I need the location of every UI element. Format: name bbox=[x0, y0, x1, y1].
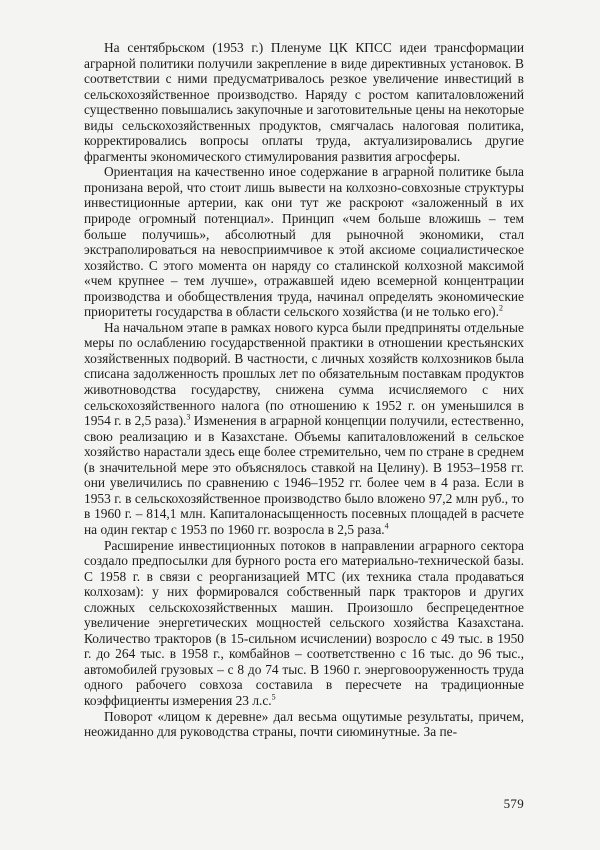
paragraph-text: Ориентация на качественно иное содержание в аграрной политике была пронизана верой, что стоит лишь вывести на колхозно-совхозные структуры инвестиционные артерии, как они тут же раскроют «заложенный в их природе огромный потенциал». Принцип «чем больше вложишь – тем больше получишь», абсолютный для рыночной экономики, стал экстраполироваться на невосприимчивое к этой аксиоме социалистическое хозяйство. С этого момента он наряду со сталинской колхозной максимой «чем крупнее – тем лучше», отражавшей идею всемерной концентрации производства и обобществления труда, начинал определять экономические приоритеты государства в области сельского хозяйства (и не только его). bbox=[84, 164, 524, 320]
page-number: 579 bbox=[503, 796, 524, 811]
paragraph-text: Расширение инвестиционных потоков в направлении аграрного сектора создало предпосылки для бурного роста его материально-технической базы. С 1958 г. в связи с реорганизацией МТС (их техника стала продаваться колхозам): у них формировался собственный парк тракторов и других сложных сельскохозяйственных машин. Произошло беспрецедентное увеличение энергетических мощностей сельского хозяйства Казахстана. Количество тракторов (в 15-сильном исчислении) возросло с 49 тыс. в 1950 г. до 264 тыс. в 1958 г., комбайнов – соответственно с 16 тыс. до 96 тыс., автомобилей грузовых – с 8 до 74 тыс. В 1960 г. энерговооруженность труда одного рабочего совхоза составила в пересчете на традиционные коэффициенты измерения 23 л.с. bbox=[84, 537, 524, 708]
paragraph bbox=[84, 538, 524, 709]
footnote-marker: 5 bbox=[271, 692, 276, 702]
paragraph bbox=[84, 709, 524, 740]
footnote-marker: 2 bbox=[498, 303, 503, 313]
paragraph-text-continued: Изменения в аграрной концепции получили, естественно, свою реализацию и в Казахстане. Объемы капиталовложений в сельское хозяйство нарастали здесь еще более стремительно, чем по стране в среднем (в значительной мере это объяснялось ставкой на Целину). В 1953–1958 гг. они увеличились по сравнению с 1946–1952 гг. более чем в 4 раза. Если в 1953 г. в сельскохозяйственное производство было вложено 97,2 млн руб., то в 1960 г. – 814,1 млн. Капиталонасыщенность посевных площадей в расчете на один гектар с 1953 по 1960 гг. возросла в 2,5 раза. bbox=[84, 413, 524, 537]
paragraph-text: На сентябрьском (1953 г.) Пленуме ЦК КПСС идеи трансформации аграрной политики получили закрепление в виде директивных установок. В соответствии с ними предусматривалось резкое увеличение инвестиций в сельскохозяйственное производство. Наряду с ростом капиталовложений существенно повышались закупочные и заготовительные цены на некоторые виды сельскохозяйственных продуктов, смягчалась налоговая политика, корректировались вопросы оплаты труда, актуализировались другие фрагменты экономического стимулирования развития агросферы. bbox=[84, 40, 525, 164]
paragraph bbox=[84, 320, 524, 538]
paragraph-text: На начальном этапе в рамках нового курса были предприняты отдельные меры по ослаблению государственной практики в отношении крестьянских хозяйственных подворий. В частности, с личных хозяйств колхозников была списана задолженность прошлых лет по обязательным поставкам продуктов животноводства государству, снижена сумма исчисляемого с них сельскохозяйственного налога (по отношению к 1952 г. он уменьшился в 1954 г. в 2,5 раза). bbox=[84, 319, 524, 429]
paragraph bbox=[84, 164, 524, 319]
book-page bbox=[84, 40, 524, 820]
paragraph-text: Поворот «лицом к деревне» дал весьма ощутимые результаты, причем, неожиданно для руководства страны, почти сиюминутные. За пе- bbox=[84, 708, 524, 740]
footnote-marker: 4 bbox=[384, 521, 389, 531]
footnote-marker: 3 bbox=[186, 412, 191, 422]
paragraph bbox=[84, 40, 524, 164]
